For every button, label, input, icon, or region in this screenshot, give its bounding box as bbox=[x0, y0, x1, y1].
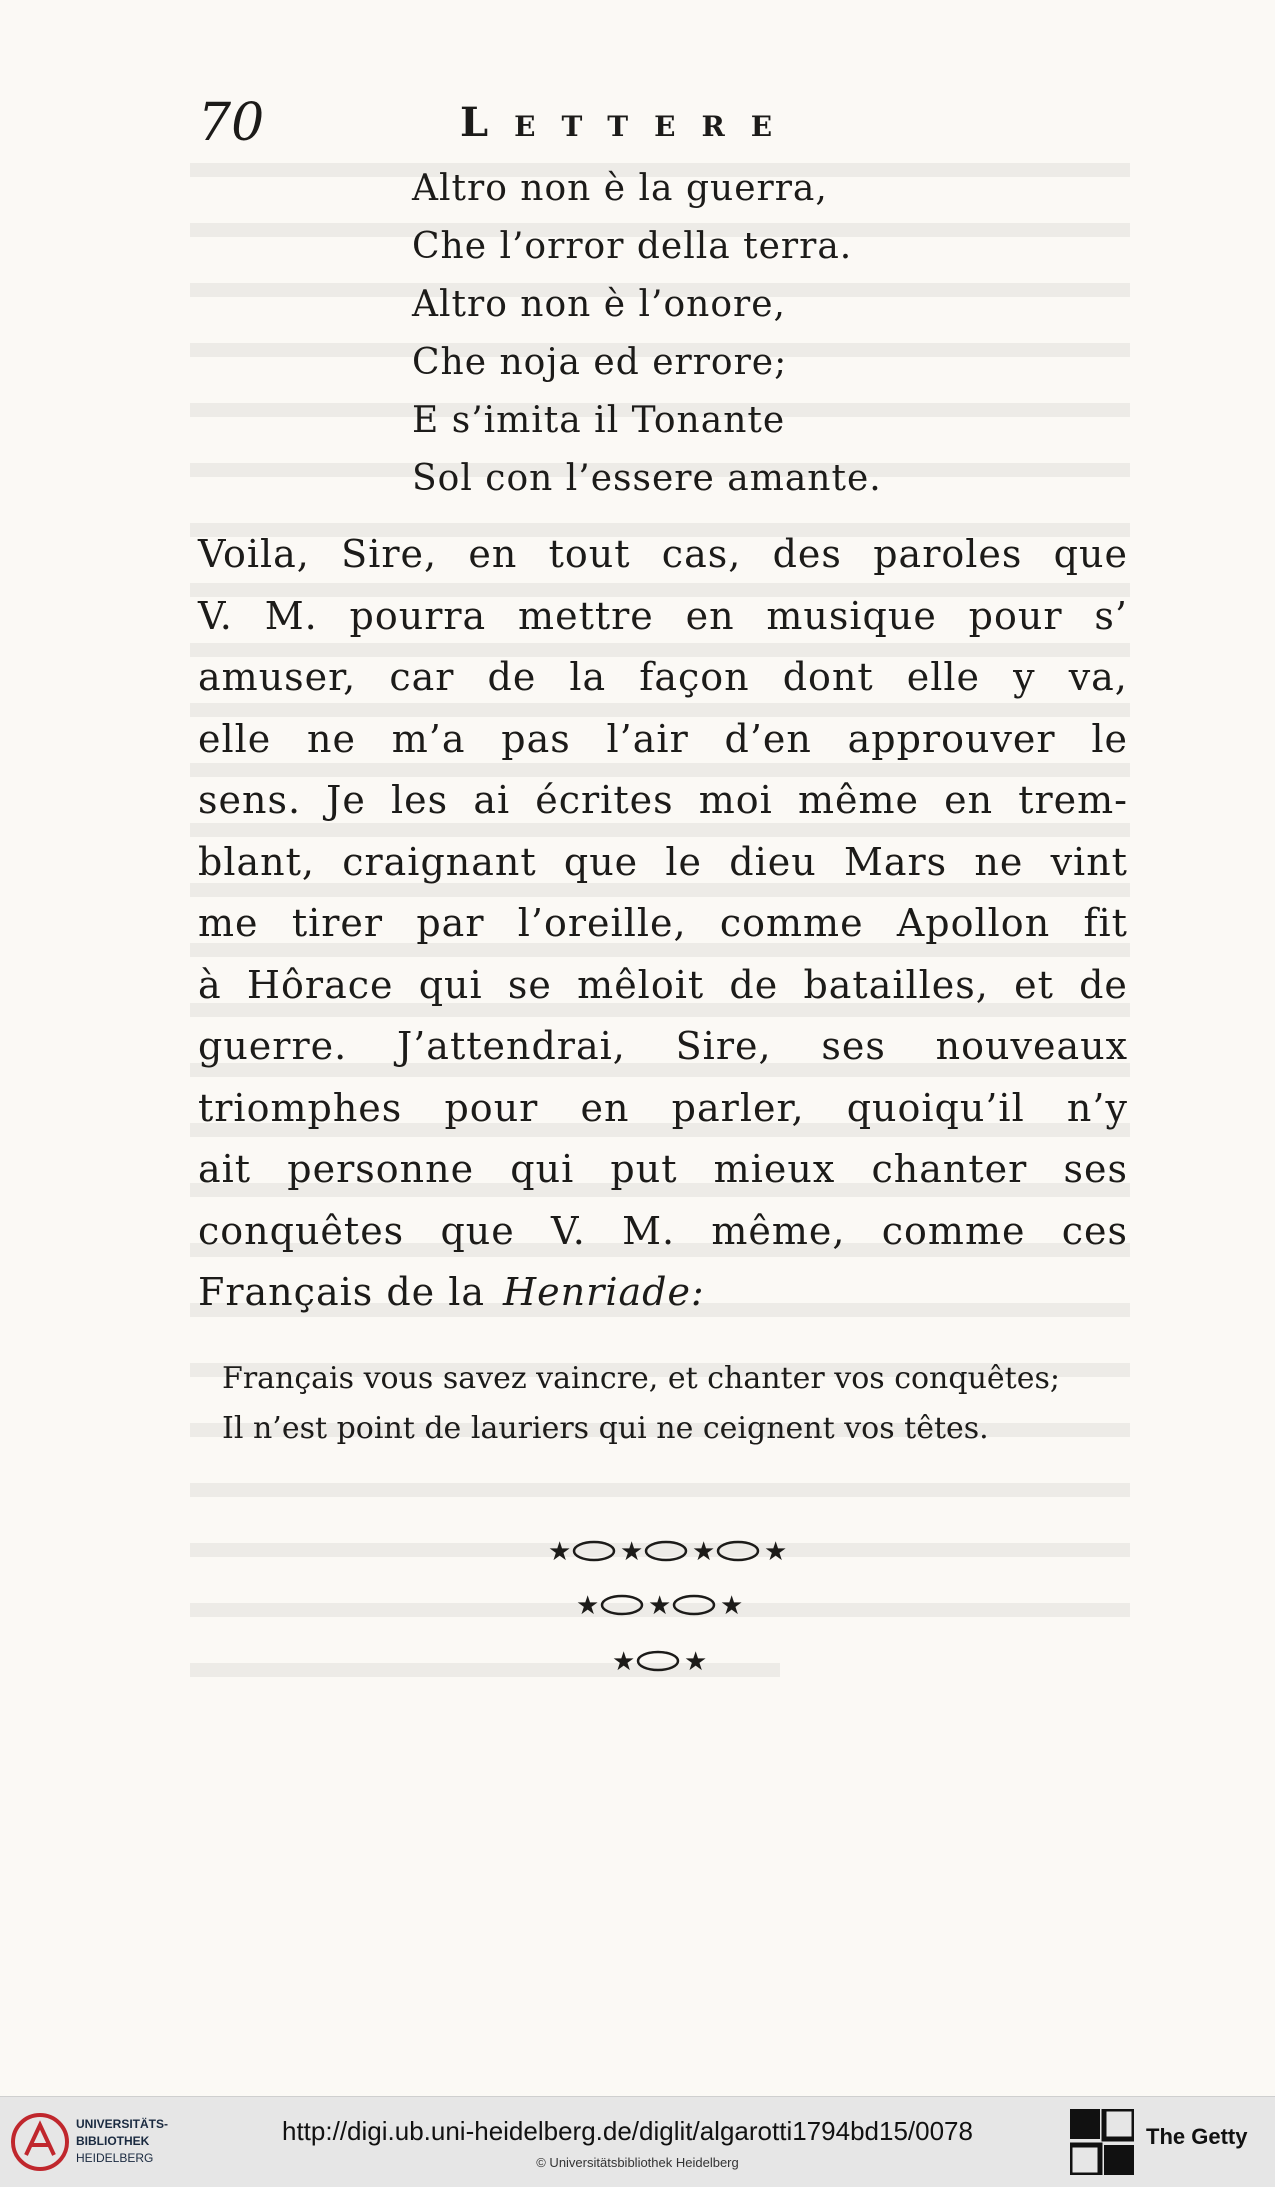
page-number: 70 bbox=[198, 93, 265, 153]
prose-word: trem- bbox=[1018, 778, 1128, 822]
prose-word: pas bbox=[501, 716, 571, 761]
library-name-line: BIBLIOTHEK bbox=[76, 2134, 150, 2148]
prose-word: paroles bbox=[873, 532, 1023, 576]
prose-word: comme bbox=[719, 901, 864, 945]
prose-lines bbox=[198, 524, 1128, 1262]
verse-stanza bbox=[412, 160, 882, 508]
verse-line: Che l’orror della terra. bbox=[412, 226, 853, 267]
prose-word: elle bbox=[906, 655, 981, 699]
prose-line bbox=[198, 1262, 1128, 1324]
prose-word: que bbox=[1053, 532, 1128, 576]
prose-word: put bbox=[610, 1147, 678, 1191]
prose-word: M. bbox=[622, 1208, 676, 1253]
verse-line: Che noja ed errore; bbox=[412, 342, 788, 383]
running-head: Lettere bbox=[460, 99, 799, 146]
verse-line: E s’imita il Tonante bbox=[412, 400, 786, 441]
prose-word: Hôrace bbox=[246, 962, 394, 1007]
prose-word: en bbox=[468, 532, 518, 576]
prose-line bbox=[198, 1139, 1128, 1201]
prose-line bbox=[198, 893, 1128, 955]
prose-word: écrites bbox=[535, 778, 674, 822]
prose-word: de bbox=[487, 655, 537, 699]
prose-word: tirer bbox=[291, 901, 384, 945]
prose-word: pour bbox=[444, 1085, 539, 1130]
page-header bbox=[198, 88, 1118, 158]
prose-word: en bbox=[580, 1085, 630, 1130]
prose-word: m’a bbox=[391, 716, 466, 761]
prose-word: pour bbox=[968, 593, 1063, 638]
library-name-line: UNIVERSITÄTS- bbox=[76, 2117, 169, 2131]
prose-word: Voila, bbox=[198, 532, 310, 576]
prose-word: batailles, bbox=[803, 962, 989, 1007]
prose-word: par bbox=[416, 901, 485, 945]
prose-line bbox=[198, 647, 1128, 709]
prose-word: cas, bbox=[661, 532, 742, 576]
prose-word: elle bbox=[198, 716, 272, 761]
prose-word: amuser, bbox=[198, 655, 357, 699]
prose-word: Sire, bbox=[675, 1024, 772, 1068]
prose-word: ai bbox=[473, 778, 511, 822]
prose-line bbox=[198, 770, 1128, 832]
prose-word: dieu bbox=[729, 839, 817, 884]
prose-word: comme bbox=[881, 1208, 1026, 1253]
prose-line bbox=[198, 955, 1128, 1017]
svg-text:★: ★ bbox=[684, 1647, 708, 1677]
prose-word: de bbox=[1079, 962, 1128, 1007]
prose-word: ait bbox=[198, 1147, 252, 1191]
tailpiece-ornament bbox=[0, 1524, 1275, 1694]
quote-line: Français vous savez vaincre, et chanter vos conquêtes; bbox=[222, 1361, 1060, 1396]
prose-line bbox=[198, 832, 1128, 894]
prose-word: la bbox=[569, 655, 607, 699]
prose-line bbox=[198, 586, 1128, 648]
prose-word: chanter bbox=[871, 1147, 1028, 1191]
verse-line: Altro non è la guerra, bbox=[412, 168, 828, 209]
prose-word: façon bbox=[639, 655, 750, 699]
quote-line: Il n’est point de lauriers qui ne ceignent vos têtes. bbox=[222, 1411, 989, 1446]
copyright-notice: © Universitätsbibliothek Heidelberg bbox=[536, 2155, 739, 2170]
prose-word: Sire, bbox=[341, 532, 438, 576]
work-title: Henriade: bbox=[503, 1270, 705, 1314]
viewer-footer bbox=[0, 2096, 1275, 2187]
prose-paragraph bbox=[198, 524, 1128, 1324]
prose-word: va, bbox=[1068, 655, 1128, 699]
prose-word: n’y bbox=[1066, 1085, 1128, 1130]
prose-word: quoiqu’il bbox=[846, 1085, 1025, 1130]
svg-text:★: ★ bbox=[764, 1537, 788, 1567]
prose-word: qui bbox=[510, 1147, 575, 1191]
prose-word: se bbox=[507, 962, 552, 1007]
prose-word: pourra bbox=[349, 593, 487, 638]
prose-line bbox=[198, 1201, 1128, 1263]
prose-word: M. bbox=[264, 593, 318, 638]
prose-word: ne bbox=[974, 839, 1024, 884]
prose-word: tout bbox=[548, 532, 631, 576]
prose-word: moi bbox=[698, 778, 773, 822]
prose-word: parler, bbox=[671, 1085, 805, 1130]
quoted-couplet bbox=[222, 1354, 1108, 1454]
prose-word: V. bbox=[198, 593, 233, 638]
prose-word: Mars bbox=[843, 839, 948, 884]
prose-word: conquêtes bbox=[198, 1208, 405, 1253]
prose-line bbox=[198, 709, 1128, 771]
prose-word: craignant bbox=[342, 839, 537, 884]
prose-word: Apollon bbox=[896, 901, 1051, 945]
svg-text:★: ★ bbox=[576, 1591, 600, 1621]
svg-text:★: ★ bbox=[620, 1537, 644, 1567]
verse-line: Altro non è l’onore, bbox=[412, 284, 786, 325]
verse-line: Sol con l’essere amante. bbox=[412, 458, 882, 499]
prose-word: en bbox=[685, 593, 735, 638]
prose-word: des bbox=[772, 532, 842, 576]
prose-word: les bbox=[391, 778, 449, 822]
prose-word: dont bbox=[782, 655, 874, 699]
prose-word: me bbox=[198, 901, 259, 945]
prose-word: Je bbox=[326, 778, 366, 822]
library-name-line: HEIDELBERG bbox=[76, 2151, 154, 2165]
prose-word: en bbox=[944, 778, 994, 822]
prose-word: le bbox=[665, 839, 703, 884]
prose-word: même, bbox=[711, 1208, 846, 1253]
svg-text:★: ★ bbox=[720, 1591, 744, 1621]
prose-word: musique bbox=[766, 593, 937, 638]
prose-word: ses bbox=[1063, 1147, 1128, 1191]
svg-text:★: ★ bbox=[548, 1537, 572, 1567]
prose-line bbox=[198, 1016, 1128, 1078]
prose-word: J’attendrai, bbox=[396, 1024, 626, 1068]
prose-line bbox=[198, 524, 1128, 586]
svg-text:★: ★ bbox=[612, 1647, 636, 1677]
prose-word: ces bbox=[1061, 1208, 1128, 1253]
prose-line-text: Français de la bbox=[198, 1270, 486, 1314]
prose-word: approuver bbox=[847, 716, 1056, 761]
prose-word: triomphes bbox=[198, 1085, 403, 1130]
prose-word: y bbox=[1013, 655, 1036, 699]
prose-word: mettre bbox=[518, 593, 654, 638]
prose-word: guerre. bbox=[198, 1024, 348, 1068]
prose-word: même bbox=[797, 778, 919, 822]
prose-word: personne bbox=[287, 1147, 475, 1191]
prose-word: l’air bbox=[606, 716, 689, 761]
prose-word: ses bbox=[821, 1024, 886, 1068]
prose-line bbox=[198, 1078, 1128, 1140]
prose-word: mêloit bbox=[577, 962, 705, 1007]
prose-word: de bbox=[729, 962, 779, 1007]
prose-word: sens. bbox=[198, 778, 302, 822]
prose-word: le bbox=[1091, 716, 1128, 761]
prose-word: nouveaux bbox=[935, 1024, 1128, 1068]
prose-word: V. bbox=[550, 1208, 586, 1253]
svg-text:★: ★ bbox=[692, 1537, 716, 1567]
svg-text:★: ★ bbox=[648, 1591, 672, 1621]
prose-word: s’ bbox=[1094, 593, 1128, 638]
prose-word: que bbox=[440, 1208, 515, 1253]
getty-logo bbox=[1070, 2109, 1134, 2175]
prose-word: d’en bbox=[724, 716, 812, 761]
prose-word: car bbox=[389, 655, 455, 699]
prose-word: l’oreille, bbox=[517, 901, 687, 945]
prose-word: et bbox=[1014, 962, 1054, 1007]
getty-name: The Getty bbox=[1146, 2124, 1248, 2149]
permalink-url[interactable]: http://digi.ub.uni-heidelberg.de/diglit/algarotti1794bd15/0078 bbox=[282, 2116, 973, 2146]
prose-word: que bbox=[563, 839, 639, 884]
prose-word: fit bbox=[1083, 901, 1128, 945]
prose-word: vint bbox=[1050, 839, 1128, 884]
prose-word: mieux bbox=[713, 1147, 836, 1191]
prose-word: ne bbox=[307, 716, 357, 761]
prose-word: qui bbox=[418, 962, 483, 1007]
prose-word: à bbox=[198, 962, 222, 1007]
prose-word: blant, bbox=[198, 839, 315, 884]
